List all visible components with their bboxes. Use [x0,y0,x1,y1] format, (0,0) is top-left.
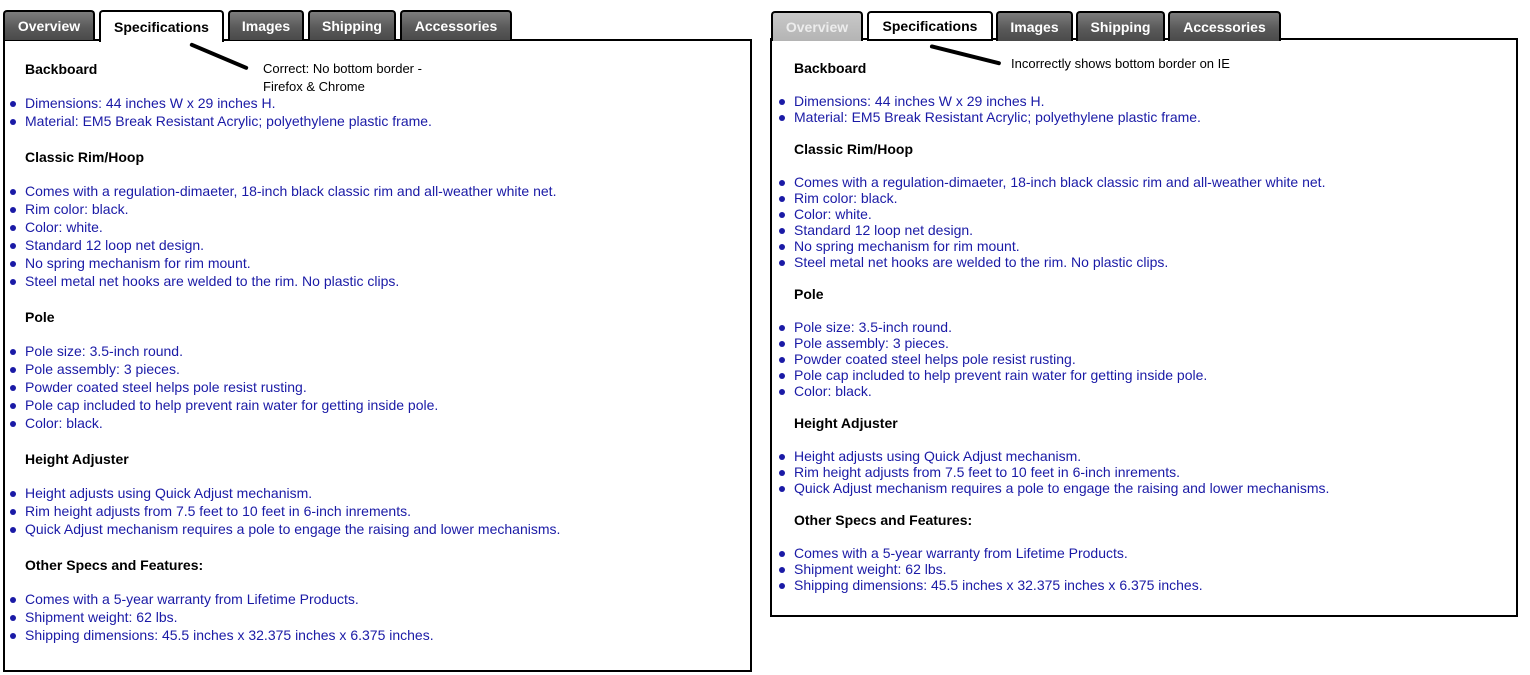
spec-item: Rim color: black. [794,190,898,206]
section-heading: Pole [25,309,55,325]
section-heading: Classic Rim/Hoop [25,149,145,165]
spec-item: Color: black. [794,383,872,399]
spec-item: Shipping dimensions: 45.5 inches x 32.375 inches x 6.375 inches. [25,627,434,643]
spec-item: Rim height adjusts from 7.5 feet to 10 feet in 6-inch inrements. [25,503,411,519]
right-tab-shipping[interactable]: Shipping [1076,11,1165,41]
bullet-icon [779,470,785,476]
section-heading: Backboard [25,61,98,77]
spec-item: No spring mechanism for rim mount. [25,255,251,271]
spec-item: Quick Adjust mechanism requires a pole to engage the raising and lower mechanisms. [794,480,1330,496]
spec-item: Rim color: black. [25,201,129,217]
spec-item: Rim height adjusts from 7.5 feet to 10 feet in 6-inch inrements. [794,464,1180,480]
spec-item: Pole assembly: 3 pieces. [794,335,949,351]
right-tab-specifications[interactable]: Specifications [867,11,993,41]
spec-item: Pole size: 3.5-inch round. [25,343,183,359]
bullet-icon [779,454,785,460]
bullet-icon [10,243,16,249]
bullet-icon [10,615,16,621]
bullet-icon [779,357,785,363]
bullet-icon [10,367,16,373]
spec-item: Pole assembly: 3 pieces. [25,361,180,377]
bullet-icon [779,583,785,589]
bullet-icon [10,385,16,391]
bullet-icon [779,244,785,250]
left-annotation-note: Correct: No bottom border - Firefox & Chrome [263,61,422,94]
section-heading: Other Specs and Features: [25,557,204,573]
spec-item: Powder coated steel helps pole resist rusting. [794,351,1076,367]
right-annotation-note: Incorrectly shows bottom border on IE [1011,56,1230,71]
bullet-icon [10,403,16,409]
bullet-icon [10,491,16,497]
bullet-icon [779,180,785,186]
bullet-icon [779,228,785,234]
spec-item: Comes with a regulation-dimaeter, 18-inch black classic rim and all-weather white net. [794,174,1326,190]
spec-item: Quick Adjust mechanism requires a pole to engage the raising and lower mechanisms. [25,521,561,537]
bullet-icon [10,101,16,107]
bullet-icon [779,341,785,347]
bullet-icon [779,260,785,266]
spec-item: Shipping dimensions: 45.5 inches x 32.375 inches x 6.375 inches. [794,577,1203,593]
left-tab-shipping[interactable]: Shipping [308,10,396,40]
spec-item: Comes with a 5-year warranty from Lifetime Products. [794,545,1128,561]
spec-item: Pole size: 3.5-inch round. [794,319,952,335]
section-heading: Height Adjuster [25,451,129,467]
section-heading: Pole [794,286,824,302]
bullet-icon [10,207,16,213]
section-heading: Other Specs and Features: [794,512,973,528]
bullet-icon [10,189,16,195]
spec-item: Comes with a regulation-dimaeter, 18-inch black classic rim and all-weather white net. [25,183,557,199]
spec-item: Powder coated steel helps pole resist rusting. [25,379,307,395]
bullet-icon [10,633,16,639]
left-tab-accessories[interactable]: Accessories [400,10,512,40]
spec-item: Comes with a 5-year warranty from Lifetime Products. [25,591,359,607]
spec-item: Height adjusts using Quick Adjust mechanism. [25,485,313,501]
spec-item: Color: black. [25,415,103,431]
right-tab-overview[interactable]: Overview [771,11,863,41]
bullet-icon [10,527,16,533]
bullet-icon [779,389,785,395]
right-tab-images[interactable]: Images [996,11,1073,41]
left-tab-overview[interactable]: Overview [3,10,95,40]
spec-item: Shipment weight: 62 lbs. [25,609,178,625]
bullet-icon [10,279,16,285]
right-tab-accessories[interactable]: Accessories [1168,11,1281,41]
section-heading: Classic Rim/Hoop [794,141,914,157]
bullet-icon [779,115,785,121]
spec-item: Dimensions: 44 inches W x 29 inches H. [794,93,1045,109]
bullet-icon [779,567,785,573]
bullet-icon [779,196,785,202]
bullet-icon [779,551,785,557]
spec-item: Standard 12 loop net design. [25,237,205,253]
spec-item: Pole cap included to help prevent rain water for getting inside pole. [25,397,439,413]
spec-item: Shipment weight: 62 lbs. [794,561,947,577]
bullet-icon [779,325,785,331]
spec-item: Pole cap included to help prevent rain water for getting inside pole. [794,367,1208,383]
spec-item: Dimensions: 44 inches W x 29 inches H. [25,95,276,111]
spec-item: Height adjusts using Quick Adjust mechanism. [794,448,1082,464]
bullet-icon [10,349,16,355]
bullet-icon [10,597,16,603]
spec-item: No spring mechanism for rim mount. [794,238,1020,254]
spec-item: Standard 12 loop net design. [794,222,974,238]
bullet-icon [779,486,785,492]
spec-item: Material: EM5 Break Resistant Acrylic; polyethylene plastic frame. [794,109,1201,125]
section-heading: Height Adjuster [794,415,898,431]
spec-item: Steel metal net hooks are welded to the rim. No plastic clips. [25,273,400,289]
bullet-icon [779,212,785,218]
spec-item: Color: white. [25,219,103,235]
spec-item: Material: EM5 Break Resistant Acrylic; polyethylene plastic frame. [25,113,432,129]
spec-item: Color: white. [794,206,872,222]
left-tab-specifications[interactable]: Specifications [99,10,224,42]
bullet-icon [779,373,785,379]
bullet-icon [10,261,16,267]
section-heading: Backboard [794,60,867,76]
spec-item: Steel metal net hooks are welded to the rim. No plastic clips. [794,254,1169,270]
bullet-icon [10,421,16,427]
bullet-icon [10,119,16,125]
bullet-icon [779,99,785,105]
bullet-icon [10,225,16,231]
left-tab-images[interactable]: Images [228,10,304,40]
bullet-icon [10,509,16,515]
